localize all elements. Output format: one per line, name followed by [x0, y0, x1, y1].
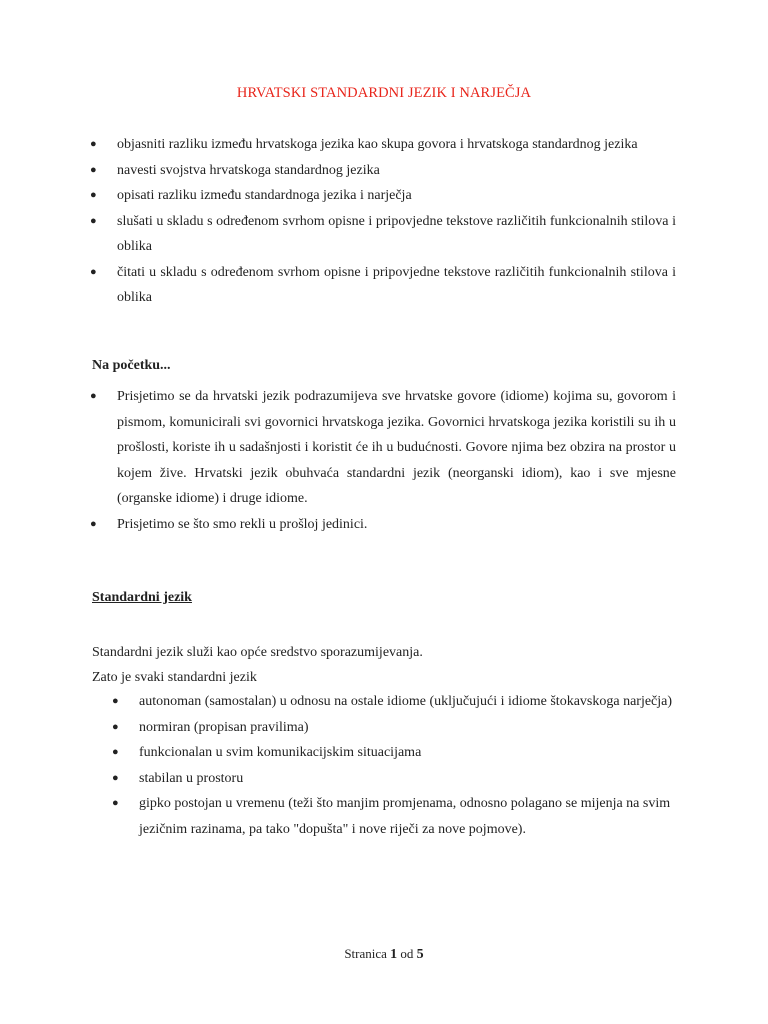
- current-page-number: 1: [390, 947, 398, 962]
- list-item: ● autonoman (samostalan) u odnosu na ostale idiome (uključujući i idiome štokavskoga narječja): [139, 689, 676, 715]
- bullet-icon: ●: [90, 214, 97, 227]
- bullet-icon: ●: [90, 265, 97, 278]
- list-item: ● Prisjetimo se da hrvatski jezik podrazumijeva sve hrvatske govore (idiome) kojima su, govorom i pismom, komunicirali svi govornici hrvatskoga jezika. Govornici hrvatskoga jezika koristili su ih u prošlosti, koriste ih u sadašnjosti i koristit će ih u budućnosti. Govore njima bez obzira na prostor u kojem žive. Hrvatski jezik obuhvaća standardni jezik (neorganski idiom), kao i sve mjesne (organske idiome) i druge idiome.: [117, 384, 676, 512]
- total-pages-number: 5: [416, 947, 424, 962]
- bullet-icon: ●: [112, 771, 119, 784]
- page-of-label: od: [400, 946, 414, 961]
- bullet-icon: ●: [90, 390, 97, 402]
- bullet-icon: ●: [90, 163, 97, 176]
- standard-properties-list: [112, 689, 676, 842]
- list-item: ● normiran (propisan pravilima): [139, 715, 676, 741]
- list-item: ● navesti svojstva hrvatskoga standardnog jezika: [117, 158, 676, 184]
- bullet-icon: ●: [112, 746, 119, 758]
- list-item: ● opisati razliku između standardnoga jezika i narječja: [117, 183, 676, 209]
- objectives-list: [90, 132, 676, 311]
- list-item: ● stabilan u prostoru: [139, 766, 676, 792]
- list-item: ● Prisjetimo se što smo rekli u prošloj jedinici.: [117, 512, 676, 538]
- list-item: ● čitati u skladu s određenom svrhom opisne i pripovjedne tekstove različitih funkcionalnih stilova i oblika: [117, 260, 676, 311]
- bullet-icon: ●: [112, 695, 119, 707]
- standard-intro-line: Zato je svaki standardni jezik: [92, 670, 257, 685]
- bullet-icon: ●: [112, 720, 119, 733]
- standard-paragraph: Standardni jezik služi kao opće sredstvo sporazumijevanja.: [92, 645, 423, 660]
- page-footer: [0, 946, 768, 963]
- list-item: ● funkcionalan u svim komunikacijskim situacijama: [139, 740, 676, 766]
- standard-heading: Standardni jezik: [92, 590, 192, 605]
- list-item: ● slušati u skladu s određenom svrhom opisne i pripovjedne tekstove različitih funkcionalnih stilova i oblika: [117, 209, 676, 260]
- bullet-icon: ●: [90, 138, 97, 150]
- page-label: Stranica: [344, 946, 387, 961]
- list-item: ● objasniti razliku između hrvatskoga jezika kao skupa govora i hrvatskoga standardnog jezika: [117, 132, 676, 158]
- bullet-icon: ●: [112, 797, 119, 809]
- intro-heading: Na početku...: [92, 358, 171, 373]
- list-item: ● gipko postojan u vremenu (teži što manjim promjenama, odnosno polagano se mijenja na svim jezičnim razinama, pa tako "dopušta" i nove riječi za nove pojmove).: [139, 791, 676, 842]
- bullet-icon: ●: [90, 517, 97, 530]
- intro-list: [90, 384, 676, 537]
- document-title: HRVATSKI STANDARDNI JEZIK I NARJEČJA: [236, 85, 532, 101]
- bullet-icon: ●: [90, 189, 97, 201]
